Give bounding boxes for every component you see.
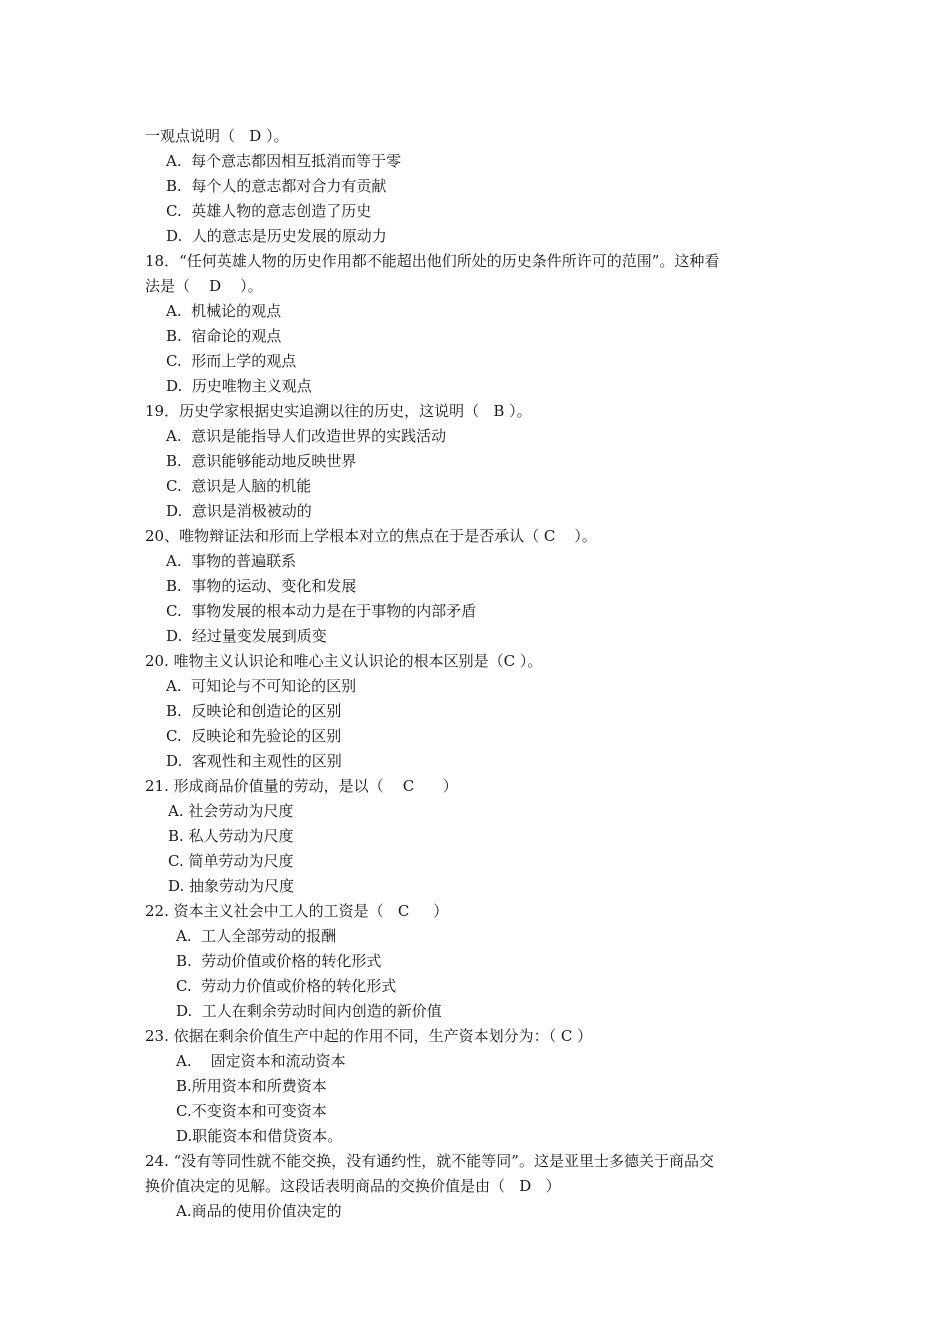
q20b-option-c: C. 反映论和先验论的区别: [166, 727, 342, 745]
q17-option-a: A. 每个意志都因相互抵消而等于零: [166, 152, 402, 170]
q19-option-c: C. 意识是人脑的机能: [166, 477, 312, 495]
q22-option-c: C. 劳动力价值或价格的转化形式: [176, 977, 397, 995]
q19-option-d: D. 意识是消极被动的: [166, 502, 312, 520]
q23-option-a: A. 固定资本和流动资本: [176, 1052, 346, 1070]
q18-option-c: C. 形而上学的观点: [166, 352, 297, 370]
q20a-option-d: D. 经过量变发展到质变: [166, 627, 327, 645]
q21-option-a: A. 社会劳动为尺度: [168, 802, 294, 820]
q17-option-c: C. 英雄人物的意志创造了历史: [166, 202, 372, 220]
q18-option-a: A. 机械论的观点: [166, 302, 282, 320]
q18-option-d: D. 历史唯物主义观点: [166, 377, 312, 395]
q21-option-b: B. 私人劳动为尺度: [168, 827, 294, 845]
q20a-option-c: C. 事物发展的根本动力是在于事物的内部矛盾: [166, 602, 477, 620]
question-23: 23. 依据在剩余价值生产中起的作用不同，生产资本划分为：（ C ）: [145, 1027, 593, 1045]
q20a-option-b: B. 事物的运动、变化和发展: [166, 577, 357, 595]
question-24-line-2: 换价值决定的见解。这段话表明商品的交换价值是由（ D ）: [145, 1177, 561, 1195]
q22-option-d: D. 工人在剩余劳动时间内创造的新价值: [176, 1002, 442, 1020]
q20b-option-b: B. 反映论和创造论的区别: [166, 702, 342, 720]
q23-option-d: D.职能资本和借贷资本。: [176, 1127, 343, 1145]
q18-option-b: B. 宿命论的观点: [166, 327, 282, 345]
question-20a: 20、唯物辩证法和形而上学根本对立的焦点在于是否承认（ C ）。: [145, 527, 597, 545]
question-19: 19．历史学家根据史实追溯以往的历史，这说明（ B ）。: [145, 402, 532, 420]
q17-option-b: B. 每个人的意志都对合力有贡献: [166, 177, 387, 195]
q17-option-d: D. 人的意志是历史发展的原动力: [166, 227, 387, 245]
q19-option-b: B. 意识能够能动地反映世界: [166, 452, 357, 470]
q19-option-a: A. 意识是能指导人们改造世界的实践活动: [166, 427, 447, 445]
question-21: 21. 形成商品价值量的劳动，是以（ C ）: [145, 777, 458, 795]
question-20b: 20. 唯物主义认识论和唯心主义认识论的根本区别是（C ）。: [145, 652, 543, 670]
q20b-option-d: D. 客观性和主观性的区别: [166, 752, 342, 770]
q23-option-c: C.不变资本和可变资本: [176, 1102, 327, 1120]
question-18-line-2: 法是（ D ）。: [145, 277, 263, 295]
q23-option-b: B.所用资本和所费资本: [176, 1077, 327, 1095]
q21-option-c: C. 简单劳动为尺度: [168, 852, 294, 870]
q20a-option-a: A. 事物的普遍联系: [166, 552, 297, 570]
question-18: 18．“任何英雄人物的历史作用都不能超出他们所处的历史条件所许可的范围”。这种看: [145, 252, 720, 270]
q22-option-b: B. 劳动价值或价格的转化形式: [176, 952, 382, 970]
q24-option-a: A.商品的使用价值决定的: [176, 1202, 342, 1220]
question-24: 24. “没有等同性就不能交换，没有通约性，就不能等同”。这是亚里士多德关于商品交: [145, 1152, 714, 1170]
q22-option-a: A. 工人全部劳动的报酬: [176, 927, 337, 945]
question-17-continuation: 一观点说明（ D ）。: [145, 127, 289, 145]
q21-option-d: D. 抽象劳动为尺度: [168, 877, 295, 895]
q20b-option-a: A. 可知论与不可知论的区别: [166, 677, 357, 695]
question-22: 22. 资本主义社会中工人的工资是（ C ）: [145, 902, 449, 920]
